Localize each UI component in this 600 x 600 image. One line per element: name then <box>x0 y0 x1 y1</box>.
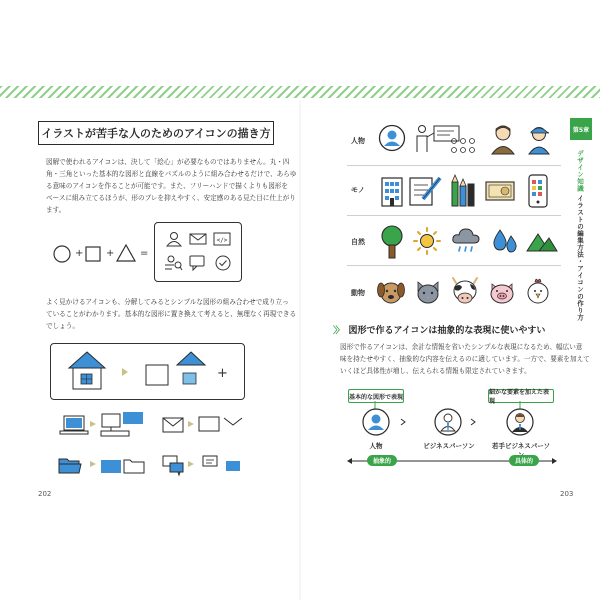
decompose-line: よく見かけるアイコンも、分解してみるとシンプルな図形の組み合わせで成り立っ <box>46 298 289 306</box>
pig-icon <box>488 281 516 305</box>
notepad-pen-icon <box>409 175 443 207</box>
intro-line: ベースに組み立てるほうが、形のブレを抑えやすく、安定感のある見た目に仕上がり <box>46 194 296 202</box>
house-icon <box>67 351 107 391</box>
label-young-businessperson: 若手ビジネスパーソ <box>491 442 551 450</box>
intro-paragraph <box>46 156 296 216</box>
concrete-pill: 具体的 <box>509 455 539 466</box>
cat-icon <box>415 279 441 305</box>
envelope-parts-icon <box>198 416 244 432</box>
right-body-line: いくほど具体性が増し、伝えられる情報も限定されていきます。 <box>340 367 531 375</box>
arrow-right-icon <box>90 461 96 467</box>
category-animals-label: 動物 <box>351 289 365 297</box>
arrow-right-icon <box>188 461 194 467</box>
chat-bubbles-icon <box>162 455 184 475</box>
rain-cloud-icon <box>451 226 481 256</box>
left-page-title: イラストが苦手な人のためのアイコンの描き方 <box>38 121 274 145</box>
section-heading-text: 図形で作るアイコンは抽象的な表現に使いやすい <box>348 326 546 336</box>
cross-part-icon: + <box>217 366 228 381</box>
code-window-icon <box>213 232 231 246</box>
worker-icon <box>527 123 551 155</box>
page-number-left: 202 <box>38 490 52 498</box>
intro-line: 図解で使われるアイコンは、決して「絵心」が必要なものではありません。丸・四 <box>46 158 290 166</box>
plus-sign: + <box>75 248 84 259</box>
building-icon <box>380 177 404 207</box>
businessperson-circle-icon <box>434 408 462 436</box>
plus-sign: + <box>106 248 115 259</box>
category-nature-label: 自然 <box>351 238 365 246</box>
person-circle-icon <box>378 124 406 152</box>
composed-icons-frame <box>154 222 242 282</box>
envelope-icon <box>162 417 184 433</box>
page-number-right: 203 <box>560 490 574 498</box>
right-body-paragraph <box>340 341 590 377</box>
abstract-pill: 抽象的 <box>367 455 397 466</box>
category-people-label: 人物 <box>351 137 365 145</box>
pencils-icon <box>450 174 476 208</box>
decompose-line: ていることがわかります。基本的な図形に置き換えて考えると、無理なく再現できる <box>46 310 297 318</box>
square-shape-icon <box>85 246 101 262</box>
category-divider <box>347 165 561 166</box>
category-things-label: モノ <box>351 186 365 194</box>
right-body-line: 図形で作るアイコンは、余計な情報を省いたシンプルな表現になるため、幅広い意 <box>340 343 583 351</box>
mail-icon <box>189 233 207 245</box>
circle-shape-icon <box>52 244 72 264</box>
smartphone-icon <box>528 174 548 208</box>
laptop-icon <box>60 415 88 437</box>
chat-icon <box>189 255 207 271</box>
house-decomposition-frame <box>50 343 245 400</box>
triangle-shape-icon <box>116 244 136 262</box>
chicken-icon <box>526 277 550 305</box>
hatched-header-band <box>0 86 600 98</box>
roof-window-parts-icon <box>176 351 206 389</box>
chapter-tab: 第5章 <box>570 118 592 140</box>
chat-parts-icon <box>202 455 244 475</box>
check-circle-icon <box>215 255 231 271</box>
category-divider <box>347 215 561 216</box>
man-icon <box>490 123 516 155</box>
person-circle-icon <box>362 408 390 436</box>
folder-parts-icon <box>100 456 146 474</box>
banknote-icon <box>485 181 515 201</box>
user-search-icon <box>165 255 183 271</box>
dog-icon <box>377 279 405 305</box>
arrow-right-icon <box>121 368 129 376</box>
label-person: 人物 <box>369 442 383 450</box>
square-part-icon <box>145 364 169 386</box>
user-icon <box>165 231 183 247</box>
equals-sign: = <box>140 248 149 259</box>
decompose-paragraph <box>46 296 296 332</box>
detailed-elements-tag: 細かな要素を加えた表現 <box>488 389 554 403</box>
young-businessperson-circle-icon <box>506 408 534 436</box>
intro-line: 角・三角といった基本的な図形と直線をパズルのように組み合わせるだけで、あらゆ <box>46 170 297 178</box>
sun-icon <box>413 227 441 255</box>
audience-icon <box>449 137 477 157</box>
basic-shapes-tag: 基本的な図形で表現 <box>348 389 404 403</box>
arrow-right-icon <box>90 421 96 427</box>
cow-icon <box>450 277 480 307</box>
category-divider <box>347 265 561 266</box>
intro-line: る意味のアイコンを作ることが可能です。また、フリーハンドで描くよりも図形を <box>46 182 288 190</box>
side-label-green: デザイン知識 <box>576 150 584 192</box>
chevron-right-icon <box>470 418 476 426</box>
page-gutter <box>299 100 301 600</box>
chevron-double-icon: 〉〉 <box>333 326 343 336</box>
water-drops-icon <box>492 228 518 256</box>
section-heading <box>333 323 545 336</box>
right-body-line: 味を持たせやすく、抽象的な内容を伝えるのに適しています。一方で、要素を加えて <box>340 355 590 363</box>
side-running-head <box>576 150 585 321</box>
monitor-parts-icon <box>101 412 145 440</box>
side-label: イラストの編集方法・アイコンの作り方 <box>576 194 584 321</box>
tree-icon <box>380 225 404 259</box>
intro-line: ます。 <box>46 206 66 214</box>
svg-text:</>: </> <box>216 237 228 244</box>
label-businessperson: ビジネスパーソン <box>423 442 475 450</box>
mountains-icon <box>526 230 558 252</box>
chevron-right-icon <box>400 418 406 426</box>
folder-icon <box>58 456 82 474</box>
arrow-right-icon <box>188 421 194 427</box>
decompose-line: でしょう。 <box>46 322 79 330</box>
